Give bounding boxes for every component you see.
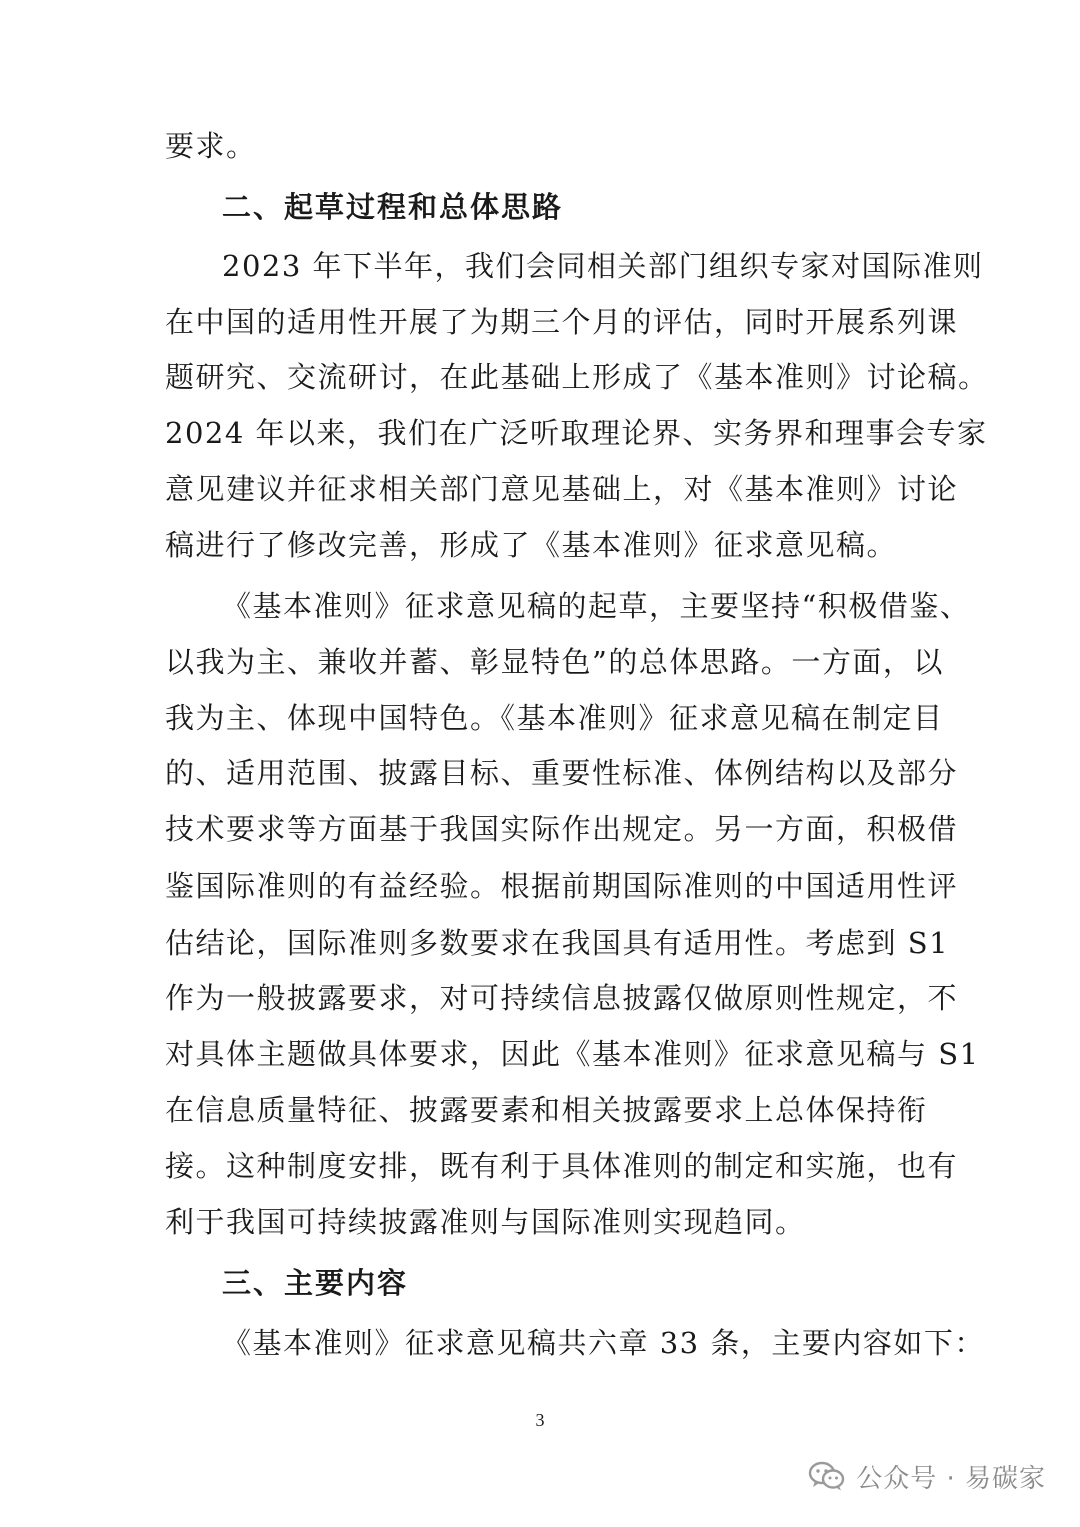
paragraph-line: 利于我国可持续披露准则与国际准则实现趋同。 — [165, 1205, 806, 1239]
watermark — [808, 1456, 1046, 1496]
paragraph-line: 2023 年下半年，我们会同相关部门组织专家对国际准则 — [222, 249, 984, 283]
paragraph-line: 接。这种制度安排，既有利于具体准则的制定和实施，也有 — [165, 1149, 959, 1183]
paragraph-line: 技术要求等方面基于我国实际作出规定。另一方面，积极借 — [165, 812, 959, 846]
wechat-icon — [808, 1460, 846, 1492]
paragraph-line: 意见建议并征求相关部门意见基础上，对《基本准则》讨论 — [165, 472, 959, 506]
paragraph-line: 《基本准则》征求意见稿的起草，主要坚持“积极借鉴、 — [222, 589, 971, 623]
paragraph-line: 作为一般披露要求，对可持续信息披露仅做原则性规定，不 — [165, 981, 959, 1015]
paragraph-line: 估结论，国际准则多数要求在我国具有适用性。考虑到 S1 — [165, 926, 950, 960]
section-heading: 三、主要内容 — [222, 1266, 409, 1300]
watermark-text: 公众号 · 易碳家 — [856, 1463, 1046, 1494]
paragraph-line: 以我为主、兼收并蓄、彰显特色”的总体思路。一方面，以 — [165, 645, 944, 679]
paragraph-line: 在中国的适用性开展了为期三个月的评估，同时开展系列课 — [165, 305, 959, 339]
paragraph-line: 我为主、体现中国特色。《基本准则》征求意见稿在制定目 — [165, 701, 944, 735]
paragraph-line: 《基本准则》征求意见稿共六章 33 条，主要内容如下： — [222, 1326, 985, 1360]
section-heading: 二、起草过程和总体思路 — [222, 190, 564, 224]
paragraph-line: 对具体主题做具体要求，因此《基本准则》征求意见稿与 S1 — [165, 1037, 980, 1071]
paragraph-line: 在信息质量特征、披露要素和相关披露要求上总体保持衔 — [165, 1093, 928, 1127]
paragraph-line: 稿进行了修改完善，形成了《基本准则》征求意见稿。 — [165, 528, 898, 562]
paragraph-line: 的、适用范围、披露目标、重要性标准、体例结构以及部分 — [165, 756, 959, 790]
page-number: 3 — [535, 1410, 545, 1430]
paragraph-line: 2024 年以来，我们在广泛听取理论界、实务界和理事会专家 — [165, 416, 988, 450]
paragraph-line: 鉴国际准则的有益经验。根据前期国际准则的中国适用性评 — [165, 869, 959, 903]
paragraph-line: 题研究、交流研讨，在此基础上形成了《基本准则》讨论稿。 — [165, 360, 989, 394]
paragraph-line: 要求。 — [165, 129, 257, 163]
